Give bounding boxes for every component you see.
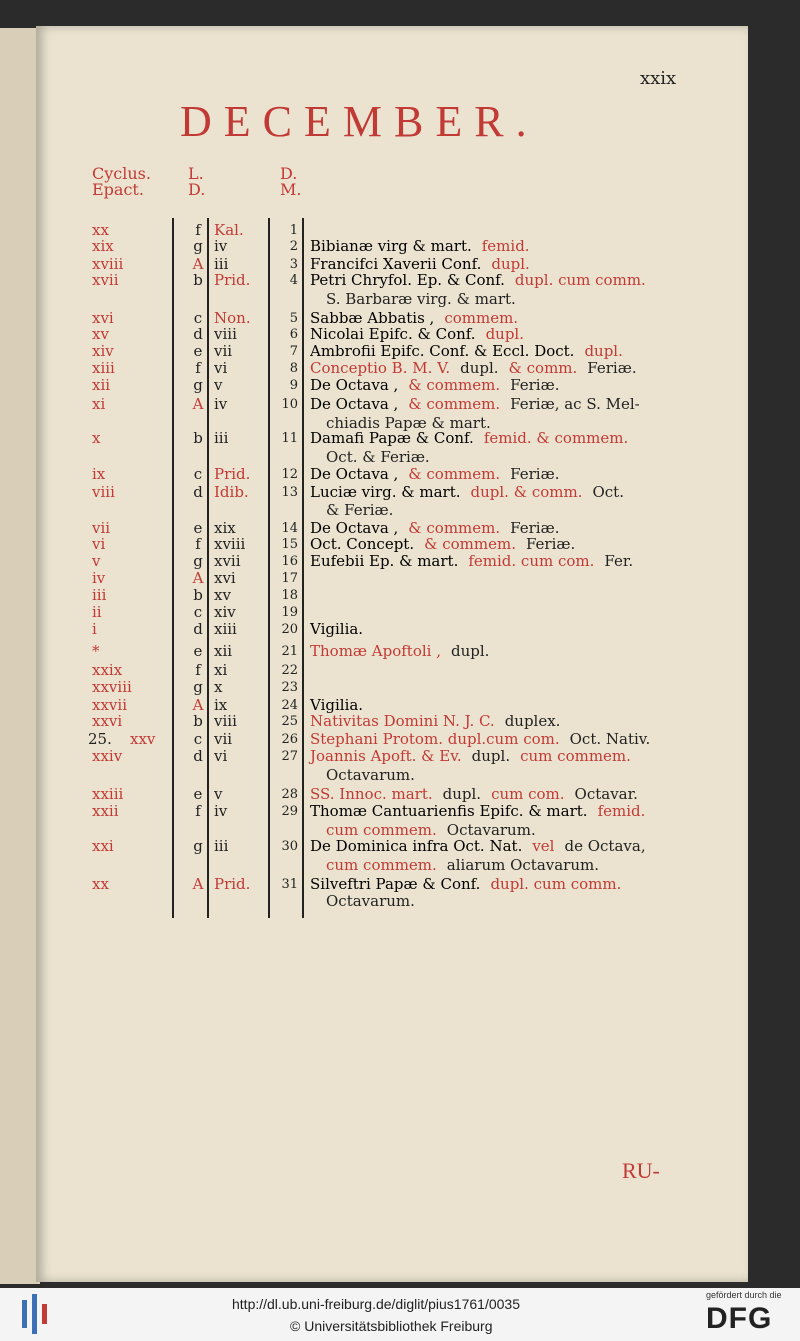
rubric-text: cum commem.	[326, 856, 437, 874]
roman-day: iii	[214, 255, 229, 273]
rubric-text: & comm.	[508, 359, 578, 377]
cyclus-value: xxvii	[92, 696, 127, 714]
day-number: 9	[289, 378, 298, 393]
cyclus-value: xxix	[92, 661, 123, 679]
cyclus-value: viii	[92, 483, 115, 501]
dominical-letter: g	[193, 237, 203, 255]
cyclus-value: iii	[92, 586, 107, 604]
dfg-logo: DFG	[706, 1302, 773, 1335]
cyclus-value: xxv	[130, 730, 156, 748]
day-number: 17	[281, 571, 298, 586]
day-number: 6	[289, 327, 298, 342]
dominical-letter: d	[193, 620, 203, 638]
rubric-text: vel	[532, 837, 555, 855]
rubric-text: femid.	[481, 237, 530, 255]
continuation-text: & Feriæ.	[326, 501, 394, 519]
dominical-letter: d	[193, 325, 203, 343]
cyclus-value: vi	[92, 535, 106, 553]
day-number: 2	[289, 239, 298, 254]
day-number: 30	[281, 839, 298, 854]
roman-day: xviii	[214, 535, 246, 553]
feast-text: De Octava ,	[310, 376, 399, 394]
rubric-text: dupl. cum comm.	[490, 875, 622, 893]
header-l: L.	[188, 164, 204, 183]
roman-day: iii	[214, 837, 229, 855]
roman-day: xix	[214, 519, 236, 537]
dominical-letter: c	[193, 603, 203, 621]
feast-text: Nicolai Epifc. & Conf.	[310, 325, 476, 343]
rubric-text: commem.	[444, 309, 519, 327]
feast-text: Luciæ virg. & mart.	[310, 483, 461, 501]
day-number: 13	[281, 485, 298, 500]
roman-day: x	[214, 678, 223, 696]
dominical-letter: d	[193, 483, 203, 501]
day-number: 23	[281, 680, 298, 695]
rubric-text: dupl. & comm.	[470, 483, 583, 501]
cyclus-value: xix	[92, 237, 114, 255]
day-number: 31	[281, 877, 298, 892]
feast-text: Thomæ Cantuarienfis Epifc. & mart.	[310, 802, 588, 820]
dominical-letter: A	[192, 395, 204, 413]
library-logo-icon	[18, 1294, 52, 1334]
day-number: 11	[281, 431, 298, 446]
dominical-letter: e	[193, 342, 203, 360]
cyclus-value: x	[92, 429, 101, 447]
roman-day: xvii	[214, 552, 241, 570]
roman-day: xv	[214, 586, 231, 604]
day-number: 27	[281, 749, 298, 764]
day-number: 29	[281, 804, 298, 819]
day-number: 28	[281, 787, 298, 802]
rubric-text: SS. Innoc. mart.	[310, 785, 433, 803]
dominical-letter: f	[195, 535, 201, 553]
dominical-letter: f	[195, 661, 201, 679]
office-text: Feriæ.	[510, 519, 560, 537]
feast-text: Silveftri Papæ & Conf.	[310, 875, 481, 893]
day-number: 18	[281, 588, 298, 603]
roman-day: vi	[214, 747, 228, 765]
office-text: dupl.	[450, 642, 490, 660]
rubric-text: dupl. cum comm.	[514, 271, 646, 289]
roman-day: iv	[214, 395, 228, 413]
feast-text: Petri Chryfol. Ep. & Conf.	[310, 271, 505, 289]
dominical-letter: g	[193, 552, 203, 570]
rubric-text: cum com.	[491, 785, 565, 803]
column-rule	[302, 218, 304, 918]
continuation-text: Octavarum.	[326, 766, 415, 784]
dominical-letter: e	[193, 642, 203, 660]
dominical-letter: f	[195, 802, 201, 820]
office-text: de Octava,	[564, 837, 646, 855]
cyclus-value: xiv	[92, 342, 114, 360]
feast-text: Oct. Concept.	[310, 535, 415, 553]
day-number: 21	[281, 644, 298, 659]
cyclus-value: xxi	[92, 837, 114, 855]
roman-day: iv	[214, 237, 228, 255]
dominical-letter: d	[193, 747, 203, 765]
cyclus-value: xi	[92, 395, 106, 413]
rubric-text: Nativitas Domini N. J. C.	[310, 712, 495, 730]
dominical-letter: g	[193, 837, 203, 855]
continuation-text: chiadis Papæ & mart.	[326, 414, 491, 432]
dominical-letter: b	[193, 429, 203, 447]
feast-text: Eufebii Ep. & mart.	[310, 552, 459, 570]
header-m: M.	[280, 180, 302, 199]
dominical-letter: b	[193, 586, 203, 604]
epact-prefix: 25.	[88, 730, 112, 748]
roman-day: iii	[214, 429, 229, 447]
rubric-text: & commem.	[408, 395, 501, 413]
day-number: 3	[289, 257, 298, 272]
cyclus-value: xxiv	[92, 747, 123, 765]
day-number: 14	[281, 521, 298, 536]
header-d: D.	[188, 180, 206, 199]
roman-day: xiv	[214, 603, 236, 621]
header-cyclus: Cyclus.	[92, 164, 151, 183]
funding-note: gefördert durch die	[706, 1290, 782, 1300]
roman-day: v	[214, 785, 223, 803]
rubric-text: Conceptio B. M. V.	[310, 359, 451, 377]
cyclus-value: i	[92, 620, 97, 638]
office-text: Feriæ.	[510, 465, 560, 483]
dominical-letter: A	[192, 875, 204, 893]
cyclus-value: ii	[92, 603, 102, 621]
day-number: 7	[289, 344, 298, 359]
office-text: Feriæ.	[587, 359, 637, 377]
continuation-text: S. Barbaræ virg. & mart.	[326, 290, 516, 308]
day-number: 26	[281, 732, 298, 747]
roman-day: Kal.	[214, 221, 244, 239]
page-title: DECEMBER.	[180, 97, 539, 146]
dominical-letter: g	[193, 376, 203, 394]
dominical-letter: A	[192, 569, 204, 587]
roman-day: xvi	[214, 569, 236, 587]
office-text: Oct. Nativ.	[569, 730, 651, 748]
roman-day: Idib.	[214, 483, 249, 501]
rubric-text: dupl.	[485, 325, 524, 343]
source-url-link[interactable]: http://dl.ub.uni-freiburg.de/diglit/pius1761/0035	[232, 1296, 520, 1312]
cyclus-value: xxii	[92, 802, 119, 820]
dominical-letter: A	[192, 255, 204, 273]
dominical-letter: f	[195, 221, 201, 239]
day-number: 5	[289, 311, 298, 326]
feast-text: Damafi Papæ & Conf.	[310, 429, 474, 447]
rubric-text: Joannis Apoft. & Ev.	[310, 747, 462, 765]
page-number: xxix	[640, 68, 677, 89]
roman-day: vii	[214, 730, 233, 748]
rubric-text: dupl.	[491, 255, 530, 273]
cyclus-value: vii	[92, 519, 111, 537]
cyclus-value: xii	[92, 376, 111, 394]
office-text: dupl.	[442, 785, 482, 803]
header-epact: Epact.	[92, 180, 144, 199]
rubric-text: femid. cum com.	[468, 552, 595, 570]
dominical-letter: b	[193, 271, 203, 289]
dominical-letter: A	[192, 696, 204, 714]
header-d2: D.	[280, 164, 298, 183]
dominical-letter: b	[193, 712, 203, 730]
cyclus-value: xvii	[92, 271, 119, 289]
dominical-letter: e	[193, 785, 203, 803]
rubric-text: & commem.	[424, 535, 516, 553]
cyclus-value: xx	[92, 221, 109, 239]
office-text: duplex.	[504, 712, 561, 730]
office-text: Oct.	[592, 483, 624, 501]
roman-day: viii	[214, 325, 237, 343]
cyclus-value: xiii	[92, 359, 115, 377]
rubric-text: cum commem.	[326, 821, 437, 839]
continuation-text: Octavarum.	[446, 821, 536, 839]
column-rule	[268, 218, 270, 918]
day-number: 24	[281, 698, 298, 713]
roman-day: xi	[214, 661, 228, 679]
feast-text: De Octava ,	[310, 395, 399, 413]
cyclus-value: ix	[92, 465, 106, 483]
cyclus-value: xv	[92, 325, 109, 343]
rubric-text: Stephani Protom. dupl.cum com.	[310, 730, 560, 748]
cyclus-value: xxviii	[92, 678, 132, 696]
facing-page-edge	[0, 28, 40, 1284]
day-number: 19	[281, 605, 298, 620]
roman-day: vii	[214, 342, 233, 360]
cyclus-value: *	[92, 642, 100, 660]
roman-day: xiii	[214, 620, 237, 638]
feast-text: De Dominica infra Oct. Nat.	[310, 837, 523, 855]
feast-text: Bibianæ virg & mart.	[310, 237, 472, 255]
copyright-text: © Universitätsbibliothek Freiburg	[290, 1318, 493, 1334]
roman-day: Prid.	[214, 875, 251, 893]
rubric-text: femid.	[597, 802, 646, 820]
dominical-letter: c	[193, 465, 203, 483]
dominical-letter: c	[193, 309, 203, 327]
feast-text: De Octava ,	[310, 519, 399, 537]
roman-day: Non.	[214, 309, 251, 327]
cyclus-value: iv	[92, 569, 106, 587]
cyclus-value: v	[92, 552, 101, 570]
dominical-letter: c	[193, 730, 203, 748]
feast-text: Vigilia.	[310, 696, 364, 714]
rubric-text: & commem.	[408, 465, 501, 483]
roman-day: vi	[214, 359, 228, 377]
rubric-text: dupl.	[584, 342, 623, 360]
roman-day: Prid.	[214, 271, 251, 289]
day-number: 16	[281, 554, 298, 569]
roman-day: xii	[214, 642, 233, 660]
office-text: dupl.	[460, 359, 499, 377]
feast-text: Ambrofii Epifc. Conf. & Eccl. Doct.	[310, 342, 575, 360]
roman-day: ix	[214, 696, 228, 714]
dominical-letter: e	[193, 519, 203, 537]
day-number: 10	[281, 397, 298, 412]
cyclus-value: xviii	[92, 255, 124, 273]
day-number: 12	[281, 467, 298, 482]
continuation-text: Octavarum.	[326, 892, 415, 910]
day-number: 4	[289, 273, 298, 288]
dominical-letter: f	[195, 359, 201, 377]
rubric-text: & commem.	[408, 519, 501, 537]
roman-day: viii	[214, 712, 237, 730]
feast-text: De Octava ,	[310, 465, 399, 483]
day-number: 25	[281, 714, 298, 729]
feast-text: Vigilia.	[310, 620, 364, 638]
column-rule	[172, 218, 174, 918]
cyclus-value: xxvi	[92, 712, 123, 730]
day-number: 22	[281, 663, 298, 678]
continuation-text: Oct. & Feriæ.	[326, 448, 430, 466]
day-number: 15	[281, 537, 298, 552]
feast-text: Sabbæ Abbatis ,	[310, 309, 435, 327]
catchword: RU-	[622, 1158, 660, 1183]
office-text: Fer.	[604, 552, 634, 570]
day-number: 1	[289, 223, 298, 238]
office-text: Octavar.	[574, 785, 638, 803]
rubric-text: cum commem.	[520, 747, 631, 765]
roman-day: v	[214, 376, 223, 394]
dominical-letter: g	[193, 678, 203, 696]
cyclus-value: xvi	[92, 309, 114, 327]
office-text: Feriæ.	[525, 535, 576, 553]
office-text: Feriæ.	[510, 376, 560, 394]
office-text: dupl.	[471, 747, 511, 765]
roman-day: iv	[214, 802, 228, 820]
continuation-text: aliarum Octavarum.	[446, 856, 600, 874]
rubric-text: femid. & commem.	[483, 429, 629, 447]
roman-day: Prid.	[214, 465, 251, 483]
rubric-text: & commem.	[408, 376, 501, 394]
day-number: 8	[289, 361, 298, 376]
day-number: 20	[281, 622, 298, 637]
cyclus-value: xxiii	[92, 785, 124, 803]
office-text: Feriæ, ac S. Mel-	[510, 395, 640, 413]
rubric-text: Thomæ Apoftoli ,	[310, 642, 441, 660]
feast-text: Francifci Xaverii Conf.	[310, 255, 482, 273]
cyclus-value: xx	[92, 875, 109, 893]
